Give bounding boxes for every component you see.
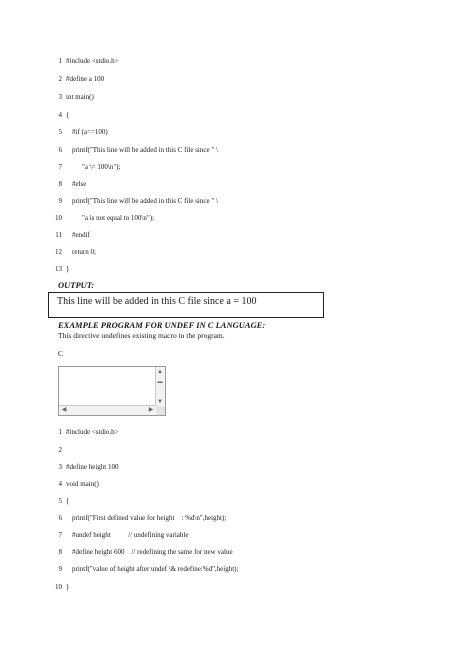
- example-description: This directive undefines existing macro in the program.: [58, 331, 225, 340]
- scrollbar-corner: [156, 406, 165, 415]
- scroll-right-icon[interactable]: ▶: [148, 407, 154, 413]
- scroll-up-icon[interactable]: ▲: [157, 369, 163, 375]
- output-box: [48, 292, 324, 318]
- language-label: C: [58, 349, 64, 358]
- embedded-code-box[interactable]: [58, 366, 166, 416]
- horizontal-scrollbar[interactable]: [59, 405, 156, 415]
- output-text: This line will be added in this C file since a = 100: [57, 296, 257, 307]
- example-heading: EXAMPLE PROGRAM FOR UNDEF IN C LANGUAGE:: [58, 320, 266, 330]
- scroll-down-icon[interactable]: ▼: [157, 399, 163, 405]
- vertical-scrollbar[interactable]: [155, 367, 165, 407]
- scroll-thumb-icon[interactable]: ▬: [157, 380, 163, 385]
- output-heading: OUTPUT:: [58, 280, 95, 290]
- scroll-left-icon[interactable]: ◀: [61, 407, 67, 413]
